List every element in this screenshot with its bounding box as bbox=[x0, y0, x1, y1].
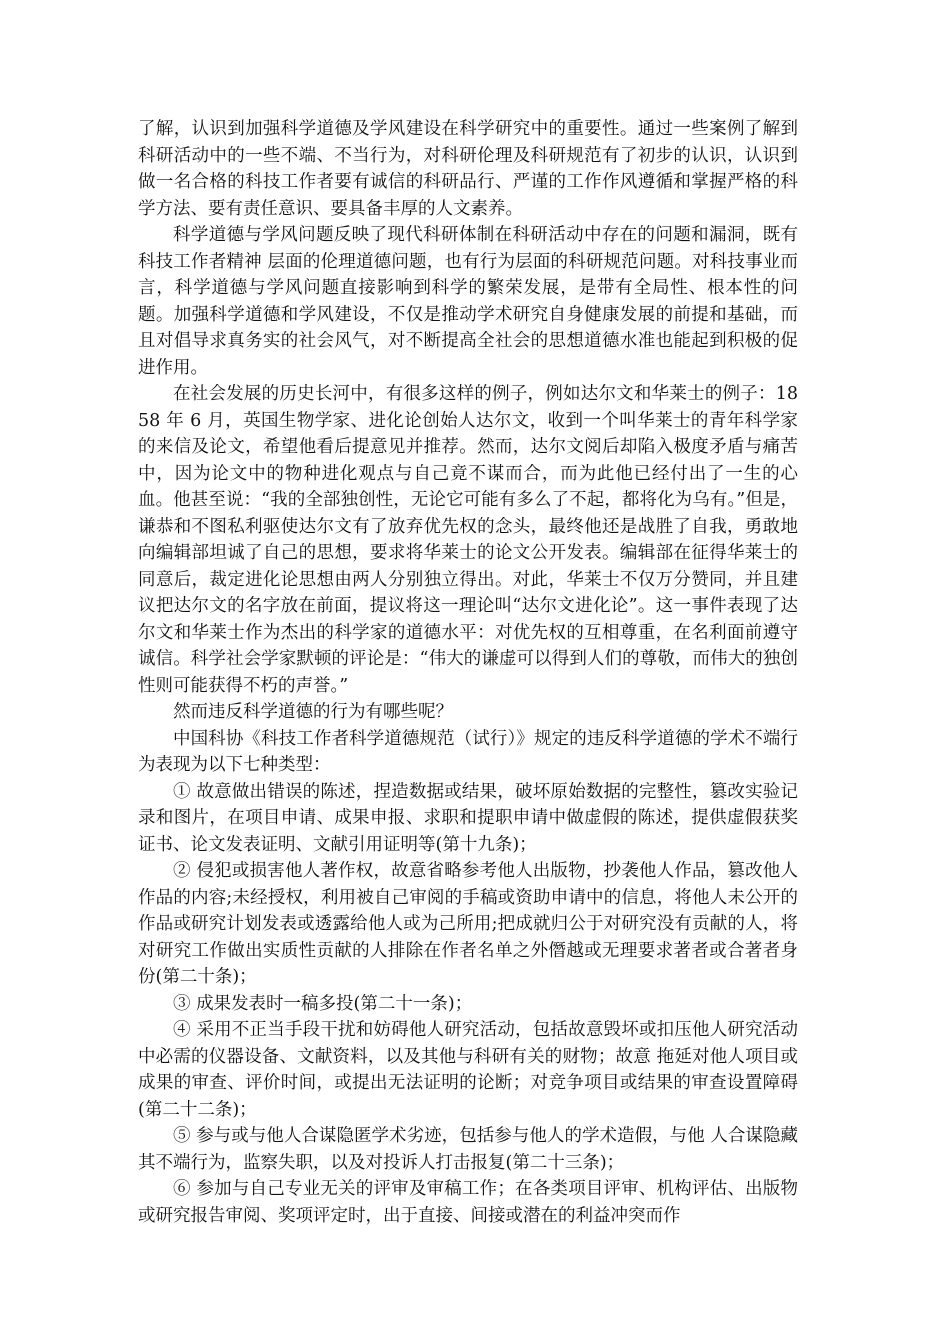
paragraph-question: 然而违反科学道德的行为有哪些呢？ bbox=[173, 702, 453, 722]
list-item-3: ③ 成果发表时一稿多投(第二十一条)； bbox=[173, 993, 473, 1014]
paragraph-cast-norms: 中国科协《科技工作者科学道德规范（试行）》规定的违反科学道德的学术不端行为表现为以下七种类型： bbox=[138, 728, 798, 775]
document-page bbox=[138, 116, 798, 1229]
list-item-2: ② 侵犯或损害他人著作权，故意省略参考他人出版物，抄袭他人作品，篡改他人作品的内容;未经授权，利用被自己审阅的手稿或资助申请中的信息，将他人未公开的作品或研究计划发表或透露给他人或为己所用;把成就归公于对研究没有贡献的人，将对研究工作做出实质性贡献的人排除在作者名单之外僭越或无理要求著者或合著者身份(第二十条)； bbox=[138, 861, 798, 987]
paragraph-ethics-problems: 科学道德与学风问题反映了现代科研体制在科研活动中存在的问题和漏洞，既有科技工作者精神 层面的伦理道德问题，也有行为层面的科研规范问题。对科技事业而言，科学道德与学风问题直接影响到科学的繁荣发展，是带有全局性、根本性的问题。加强科学道德和学风建设，不仅是推动学术研究自身健康发展的前提和基础，而且对倡导求真务实的社会风气，对不断提高全社会的思想道德水准也能起到积极的促进作用。 bbox=[138, 225, 798, 378]
list-item-1: ① 故意做出错误的陈述，捏造数据或结果，破坏原始数据的完整性，篡改实验记录和图片，在项目申请、成果申报、求职和提职申请中做虚假的陈述，提供虚假获奖证书、论文发表证明、文献引用证明等(第十九条)； bbox=[138, 781, 798, 855]
paragraph-intro-continued: 了解，认识到加强科学道德及学风建设在科学研究中的重要性。通过一些案例了解到科研活动中的一些不端、不当行为，对科研伦理及科研规范有了初步的认识，认识到做一名合格的科技工作者要有诚信的科研品行、严谨的工作作风遵循和掌握严格的科学方法、要有责任意识、要具备丰厚的人文素养。 bbox=[138, 119, 798, 219]
list-item-6: ⑥ 参加与自己专业无关的评审及审稿工作；在各类项目评审、机构评估、出版物或研究报告审阅、奖项评定时，出于直接、间接或潜在的利益冲突而作 bbox=[138, 1179, 798, 1226]
list-item-4: ④ 采用不正当手段干扰和妨碍他人研究活动，包括故意毁坏或扣压他人研究活动中必需的仪器设备、文献资料，以及其他与科研有关的财物；故意 拖延对他人项目或成果的审查、评价时间，或提出无法证明的论断；对竞争项目或结果的审查设置障碍(第二十二条)； bbox=[138, 1020, 798, 1120]
paragraph-darwin-wallace: 在社会发展的历史长河中，有很多这样的例子，例如达尔文和华莱士的例子：1858 年 6 月，英国生物学家、进化论创始人达尔文，收到一个叫华莱士的青年科学家的来信及论文，希望他看后提意见并推荐。然而，达尔文阅后却陷入极度矛盾与痛苦中，因为论文中的物种进化观点与自己竟不谋而合，而为此他已经付出了一生的心血。他甚至说：“我的全部独创性，无论它可能有多么了不起，都将化为乌有。”但是，谦恭和不图私利驱使达尔文有了放弃优先权的念头，最终他还是战胜了自我，勇敢地向编辑部坦诚了自己的思想，要求将华莱士的论文公开发表。编辑部在征得华莱士的同意后，裁定进化论思想由两人分别独立得出。对此，华莱士不仅万分赞同，并且建议把达尔文的名字放在前面，提议将这一理论叫“达尔文进化论”。这一事件表现了达尔文和华莱士作为杰出的科学家的道德水平：对优先权的互相尊重，在名利面前遵守诚信。科学社会学家默顿的评论是：“伟大的谦虚可以得到人们的尊敬，而伟大的独创性则可能获得不朽的声誉。” bbox=[138, 384, 798, 696]
list-item-5: ⑤ 参与或与他人合谋隐匿学术劣迹，包括参与他人的学术造假，与他 人合谋隐藏其不端行为，监察失职，以及对投诉人打击报复(第二十三条)； bbox=[138, 1126, 798, 1173]
